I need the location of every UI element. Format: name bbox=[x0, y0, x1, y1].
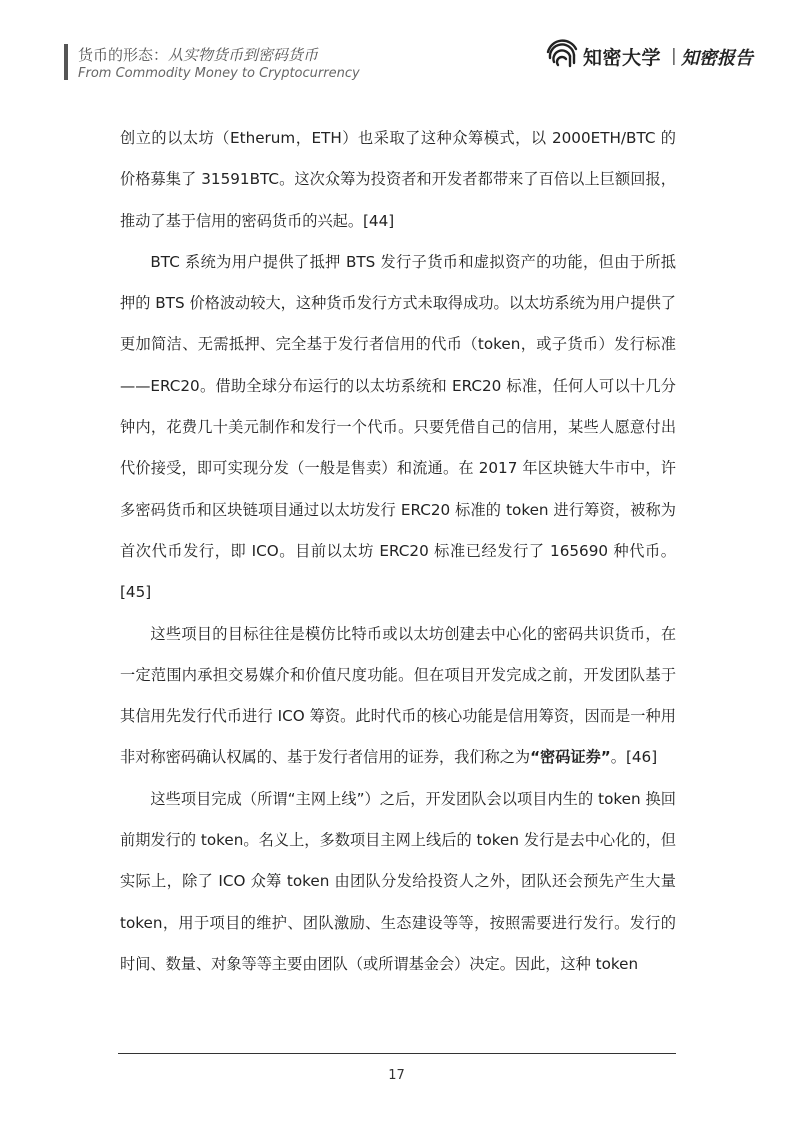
main-body-text bbox=[120, 118, 676, 985]
logo-name: 知密大学 bbox=[583, 47, 662, 69]
header-title-rest: 从实物货币到密码货币 bbox=[168, 46, 319, 64]
page-header bbox=[64, 38, 753, 88]
paragraph-4: 这些项目完成（所谓“主网上线”）之后，开发团队会以项目内生的 token 换回前期发行的 token。名义上，多数项目主网上线后的 token 发行是去中心化的，但实际上，除了 ICO 众筹 token 由团队分发给投资人之外，团队还会预先产生大量 token，用于项目的维护、团队激励、生态建设等等，按照需要进行发行。发行的时间、数量、对象等等主要由团队（或所谓基金会）决定。因此，这种 token bbox=[120, 789, 676, 973]
header-accent-bar bbox=[64, 44, 68, 80]
fingerprint-logo-icon bbox=[545, 38, 579, 72]
paragraph-3-emphasis: “密码证券” bbox=[530, 748, 611, 767]
paragraph-3-citation: 。[46] bbox=[610, 748, 658, 767]
logo-separator: | bbox=[671, 46, 677, 66]
paragraph-3 bbox=[120, 614, 676, 779]
header-title bbox=[78, 44, 318, 65]
paragraph-3-text: 这些项目的目标往往是模仿比特币或以太坊创建去中心化的密码共识货币，在一定范围内承担交易媒介和价值尺度功能。但在项目开发完成之前，开发团队基于其信用先发行代币进行 ICO 筹资。此时代币的核心功能是信用筹资，因而是一种用非对称密码确认权属的、基于发行者信用的证券，我们称之为 bbox=[120, 624, 676, 767]
paragraph-2: BTC 系统为用户提供了抵押 BTS 发行子货币和虚拟资产的功能，但由于所抵押的 BTS 价格波动较大，这种货币发行方式未取得成功。以太坊系统为用户提供了更加简洁、无需抵押、完全基于发行者信用的代币（token，或子货币）发行标准——ERC20。借助全球分布运行的以太坊系统和 ERC20 标准，任何人可以十几分钟内，花费几十美元制作和发行一个代币。只要凭借自己的信用，某些人愿意付出代价接受，即可实现分发（一般是售卖）和流通。在 2017 年区块链大牛市中，许多密码货币和区块链项目通过以太坊发行 ERC20 标准的 token 进行筹资，被称为首次代币发行，即 ICO。目前以太坊 ERC20 标准已经发行了 165690 种代币。[45] bbox=[120, 252, 676, 602]
paragraph-1: 创立的以太坊（Etherum，ETH）也采取了这种众筹模式，以 2000ETH/BTC 的价格募集了 31591BTC。这次众筹为投资者和开发者都带来了百倍以上巨额回报，推动了基于信用的密码货币的兴起。[44] bbox=[120, 129, 676, 230]
page-number: 17 bbox=[388, 1068, 405, 1083]
header-subtitle: From Commodity Money to Cryptocurrency bbox=[78, 66, 360, 81]
footer-divider bbox=[118, 1053, 676, 1054]
header-title-lead: 货币的形态： bbox=[78, 46, 169, 64]
brand-logo bbox=[545, 38, 753, 78]
logo-report: 知密报告 bbox=[681, 48, 753, 69]
